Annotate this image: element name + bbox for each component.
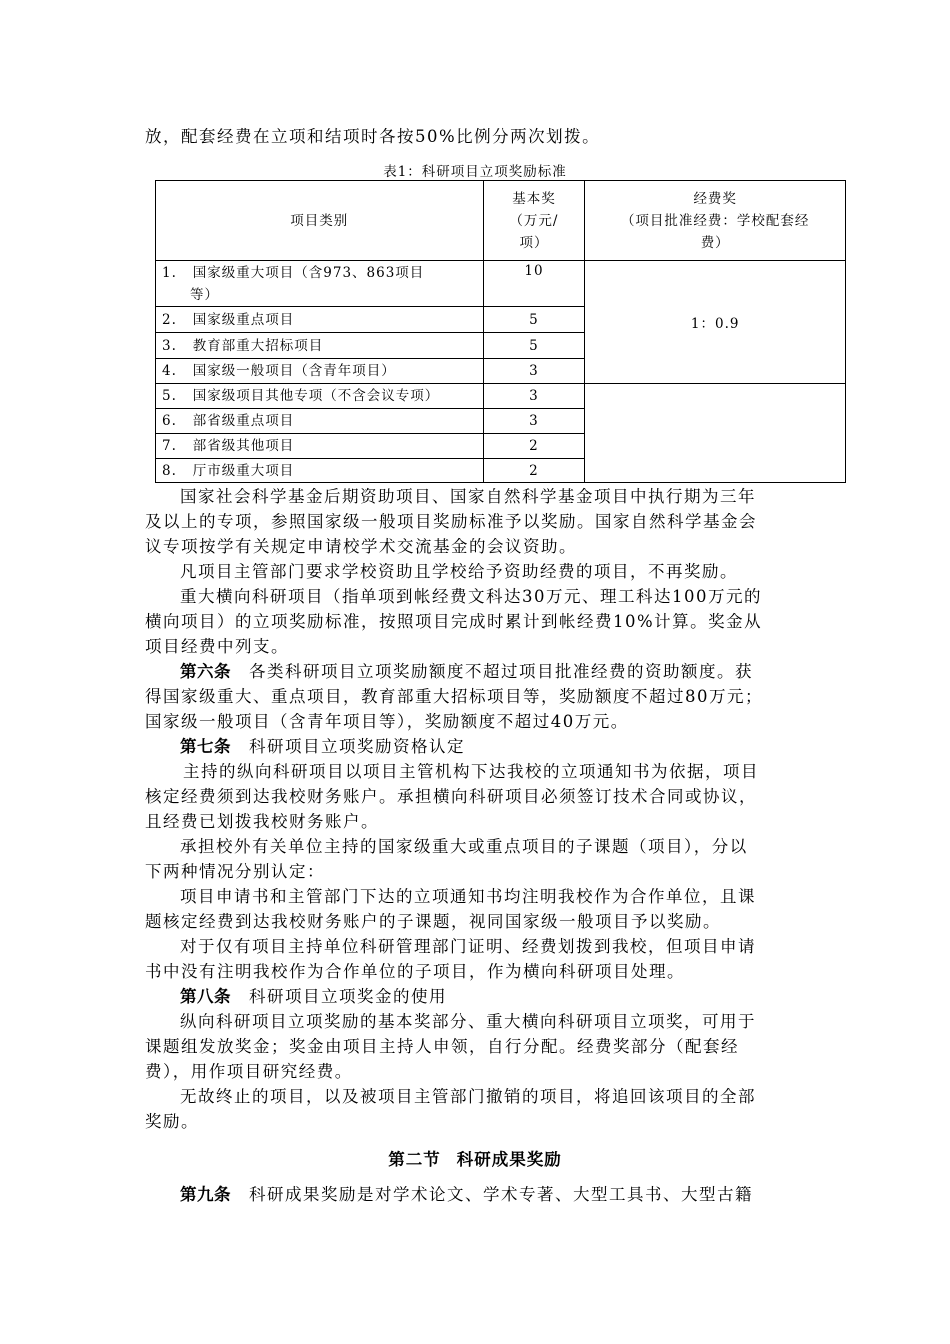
table-row <box>156 384 846 409</box>
article-9-paragraph <box>145 1182 815 1207</box>
text-line: 奖励。 <box>145 1112 199 1131</box>
text-line: 凡项目主管部门要求学校资助且学校给予资助经费的项目，不再奖励。 <box>180 562 738 581</box>
text-line: 重大横向科研项目（指单项到帐经费文科达30万元、理工科达100万元的 <box>180 587 762 606</box>
row-category: 8. 厅市级重大项目 <box>156 459 484 483</box>
text-line: 且经费已划拨我校财务账户。 <box>145 812 379 831</box>
text-line: 主持的纵向科研项目以项目主管机构下达我校的立项通知书为依据，项目 <box>183 762 759 781</box>
article-heading: 第九条 <box>180 1185 231 1204</box>
article-heading: 第七条 <box>180 737 231 756</box>
text-line: 及以上的专项，参照国家级一般项目奖励标准予以奖励。国家自然科学基金会 <box>145 512 757 531</box>
text-line: 书中没有注明我校作为合作单位的子项目，作为横向科研项目处理。 <box>145 962 685 981</box>
row-category: 5. 国家级项目其他专项（不含会议专项） <box>156 384 484 409</box>
row-category: 2. 国家级重点项目 <box>156 307 484 333</box>
article-7-line: 第七条 科研项目立项奖励资格认定 <box>180 737 465 756</box>
row-category: 4. 国家级一般项目（含青年项目） <box>156 359 484 384</box>
article-6-line: 第六条 各类科研项目立项奖励额度不超过项目批准经费的资助额度。获 <box>180 662 753 681</box>
row-basic-value: 3 <box>483 409 585 434</box>
text-line: 承担校外有关单位主持的国家级重大或重点项目的子课题（项目），分以 <box>180 837 748 856</box>
text-line: 项目经费中列支。 <box>145 637 289 656</box>
text-line: 无故终止的项目，以及被项目主管部门撤销的项目，将追回该项目的全部 <box>180 1087 756 1106</box>
article-8-line: 第八条 科研项目立项奖金的使用 <box>180 987 447 1006</box>
article-9-line: 第九条 科研成果奖励是对学术论文、学术专著、大型工具书、大型古籍 <box>180 1185 753 1204</box>
row-basic-value: 3 <box>483 384 585 409</box>
award-standard-table <box>155 180 846 483</box>
row-category: 1. 国家级重大项目（含973、863项目 等） <box>156 261 484 307</box>
ratio-cell-group-1: 1：0.9 <box>585 261 846 384</box>
intro-paragraph <box>145 124 815 149</box>
text-line: 下两种情况分别认定： <box>145 862 325 881</box>
article-heading: 第六条 <box>180 662 231 681</box>
body-paragraphs <box>145 484 815 1134</box>
text-line: 国家级一般项目（含青年项目等），奖励额度不超过40万元。 <box>145 712 629 731</box>
header-category: 项目类别 <box>156 181 484 261</box>
row-basic-value: 5 <box>483 333 585 359</box>
text-line: 核定经费须到达我校财务账户。承担横向科研项目必须签订技术合同或协议， <box>145 787 757 806</box>
table-header-row <box>156 181 846 261</box>
text-line: 对于仅有项目主持单位科研管理部门证明、经费划拨到我校，但项目申请 <box>180 937 756 956</box>
text-line: 费），用作项目研究经费。 <box>145 1062 353 1081</box>
text-line: 放，配套经费在立项和结项时各按50%比例分两次划拨。 <box>145 127 601 146</box>
section-heading: 第二节 科研成果奖励 <box>388 1150 562 1169</box>
row-basic-value: 3 <box>483 359 585 384</box>
row-basic-value: 10 <box>483 261 585 307</box>
row-basic-value: 2 <box>483 459 585 483</box>
text-line: 题核定经费到达我校财务账户的子课题，视同国家级一般项目予以奖励。 <box>145 912 721 931</box>
row-category: 7. 部省级其他项目 <box>156 434 484 459</box>
text-line: 课题组发放奖金；奖金由项目主持人申领，自行分配。经费奖部分（配套经 <box>145 1037 739 1056</box>
article-heading: 第八条 <box>180 987 231 1006</box>
text-line: 纵向科研项目立项奖励的基本奖部分、重大横向科研项目立项奖，可用于 <box>180 1012 756 1031</box>
row-category: 6. 部省级重点项目 <box>156 409 484 434</box>
table-caption: 表1：科研项目立项奖励标准 <box>383 164 567 180</box>
text-line: 议专项按学有关规定申请校学术交流基金的会议资助。 <box>145 537 577 556</box>
header-basic-award: 基本奖 （万元/ 项） <box>483 181 585 261</box>
text-line: 横向项目）的立项奖励标准，按照项目完成时累计到帐经费10%计算。奖金从 <box>145 612 763 631</box>
ratio-cell-group-2 <box>585 384 846 483</box>
row-basic-value: 2 <box>483 434 585 459</box>
table-row <box>156 261 846 307</box>
row-category: 3. 教育部重大招标项目 <box>156 333 484 359</box>
header-fund-award: 经费奖 （项目批准经费：学校配套经 费） <box>585 181 846 261</box>
text-line: 项目申请书和主管部门下达的立项通知书均注明我校作为合作单位，且课 <box>180 887 756 906</box>
text-line: 国家社会科学基金后期资助项目、国家自然科学基金项目中执行期为三年 <box>180 487 756 506</box>
row-basic-value: 5 <box>483 307 585 333</box>
text-line: 得国家级重大、重点项目，教育部重大招标项目等，奖励额度不超过80万元； <box>145 687 763 706</box>
